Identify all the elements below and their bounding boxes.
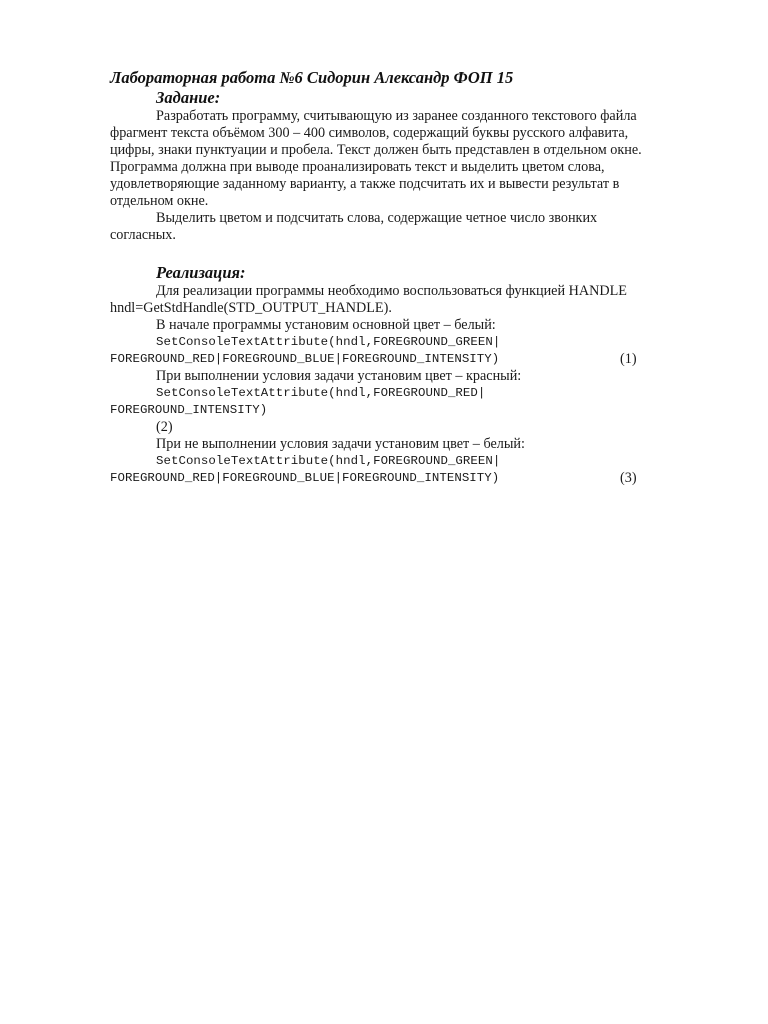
step1-code-block <box>110 334 700 368</box>
task-heading: Задание: <box>156 88 221 107</box>
equation-number-1: (1) <box>620 351 637 367</box>
variant-line: Выделить цветом и подсчитать слова, содержащие четное число звонких <box>156 210 598 226</box>
task-line: цифры, знаки пунктуации и пробела. Текст должен быть представлен в отдельном окне. <box>110 142 642 158</box>
document-title: Лабораторная работа №6 Сидорин Александр ФОП 15 <box>110 68 514 87</box>
step3-text: При не выполнении условия задачи установим цвет – белый: <box>156 436 525 452</box>
step3-code-line: SetConsoleTextAttribute(hndl,FOREGROUND_GREEN| <box>156 454 501 468</box>
step3-code-block <box>110 453 700 487</box>
task-line: Разработать программу, считывающую из заранее созданного текстового файла <box>156 108 637 124</box>
document-body <box>110 68 700 487</box>
step3-code-line: FOREGROUND_RED|FOREGROUND_BLUE|FOREGROUND_INTENSITY) <box>110 471 500 485</box>
implementation-heading: Реализация: <box>156 263 246 282</box>
intro-line: hndl=GetStdHandle(STD_OUTPUT_HANDLE). <box>110 300 392 316</box>
implementation-intro <box>110 283 700 317</box>
step2-text: При выполнении условия задачи установим цвет – красный: <box>156 368 522 384</box>
equation-number-3: (3) <box>620 470 637 486</box>
step1-code-line: SetConsoleTextAttribute(hndl,FOREGROUND_GREEN| <box>156 335 501 349</box>
task-line: Программа должна при выводе проанализировать текст и выделить цветом слова, <box>110 159 605 175</box>
step2-code-line: SetConsoleTextAttribute(hndl,FOREGROUND_RED| <box>156 386 486 400</box>
variant-line: согласных. <box>110 227 176 243</box>
task-line: фрагмент текста объёмом 300 – 400 символов, содержащий буквы русского алфавита, <box>110 125 629 141</box>
intro-line: Для реализации программы необходимо воспользоваться функцией HANDLE <box>156 283 627 299</box>
step2-code-block <box>110 385 700 436</box>
task-line: отдельном окне. <box>110 193 209 209</box>
task-line: удовлетворяющие заданному варианту, а также подсчитать их и вывести результат в <box>110 176 620 192</box>
step2-code-line: FOREGROUND_INTENSITY) <box>110 403 268 417</box>
task-paragraph <box>110 108 700 210</box>
equation-number-2: (2) <box>156 419 173 435</box>
step1-text: В начале программы установим основной цвет – белый: <box>156 317 496 333</box>
variant-paragraph <box>110 210 700 244</box>
step1-code-line: FOREGROUND_RED|FOREGROUND_BLUE|FOREGROUND_INTENSITY) <box>110 352 500 366</box>
